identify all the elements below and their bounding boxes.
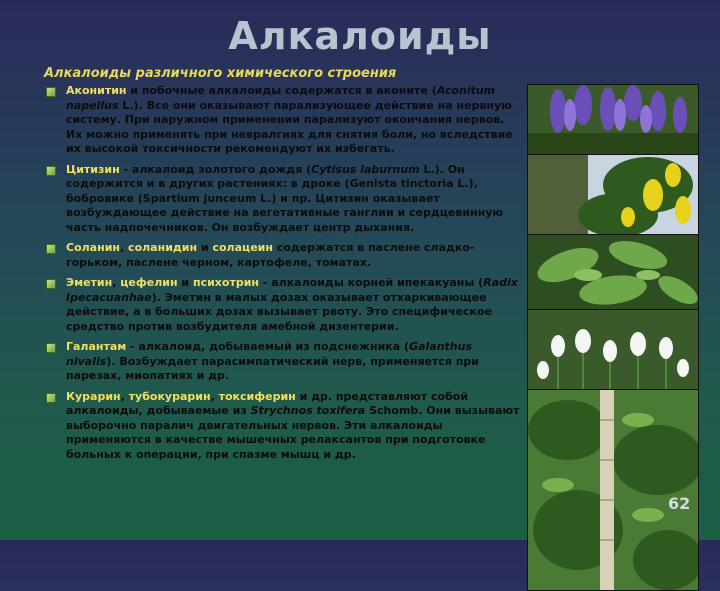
laburnum-photo — [527, 154, 699, 236]
latin-name: Cytisus laburnum — [311, 162, 420, 176]
subtitle: Алкалоиды различного химического строения — [44, 66, 397, 81]
separator: и — [197, 241, 213, 254]
item-text: ). Возбуждает парасимпатический нерв, применяется при парезах, миопатиях и др. — [66, 354, 479, 382]
separator: , — [120, 241, 129, 254]
item-text: - алкалоид, добываемый из подснежника ( — [126, 340, 410, 353]
separator: , — [210, 389, 219, 403]
highlight-term: соланидин — [128, 241, 198, 254]
separator: и — [177, 276, 193, 289]
highlight-term: Галантам — [66, 340, 127, 353]
list-item — [44, 340, 524, 384]
item-text: ). Эметин в малых дозах оказывает отхаркивающее действие, а в больших дозах вызывает рвоту. Это специфическое средство против возбудителя амебной дизентерии. — [66, 290, 493, 333]
list-item — [44, 241, 524, 270]
highlight-term: токсиферин — [218, 389, 296, 403]
list-item — [44, 276, 524, 334]
item-text: содержатся в паслене сладко-горьком, паслене черном, картофеле, томатах. — [66, 241, 475, 269]
strychnos-photo — [527, 389, 699, 591]
item-text: L.). Все они оказывают парализующее действие на нервную систему. При наружном применении парализуют окончания нервов. Их можно применять при невралгиях для снятия боли, но вследствие их высокой токсичности рекомендуют их избегать. — [66, 98, 513, 155]
snowdrop-photo — [527, 309, 699, 391]
page-number: 62 — [668, 494, 691, 513]
highlight-term: цефелин — [120, 276, 178, 289]
item-text: - алкалоид золотого дождя ( — [119, 162, 312, 176]
photo-column — [527, 84, 697, 534]
aconite-photo — [527, 84, 699, 156]
latin-name: Galanthus nivalis — [66, 340, 473, 368]
page-title: Алкалоиды — [228, 14, 492, 58]
item-text: L.). Он содержится и в других растениях: в дроке (Genista tinctoria L.), бобровике (Spartium junceum L.) и пр. Цитизин оказывает возбуждающее действие на вегетативные ганглии и сердцевинную часть надпочечников. Он возбуждает центр дыхания. — [66, 162, 504, 234]
bullet-icon — [46, 393, 56, 403]
list-item — [44, 163, 524, 236]
bullet-icon — [46, 244, 56, 254]
list-item — [44, 390, 524, 463]
item-text: Schomb. Они вызывают выборочно паралич двигательных нервов. Эти алкалоиды применяются в качестве мышечных релаксантов при подготовке больных к операции, при спазме мышц и др. — [66, 404, 520, 461]
bullet-icon — [46, 166, 56, 176]
bullet-icon — [46, 87, 56, 97]
item-list — [44, 84, 524, 468]
separator: , — [112, 276, 121, 289]
latin-name: Strychnos toxifera — [250, 404, 366, 417]
item-text: и др. представляют собой алкалоиды, добываемые из — [66, 389, 469, 417]
latin-name: Radix Ipecacuanhae — [66, 276, 518, 304]
highlight-term: Цитизин — [66, 162, 120, 176]
nightshade-photo — [527, 234, 699, 311]
highlight-term: психотрин — [192, 276, 260, 289]
item-text: - алкалоиды корней ипекакуаны ( — [259, 276, 484, 289]
bullet-icon — [46, 279, 56, 289]
bullet-icon — [46, 343, 56, 353]
latin-name: Aconitum napellus — [66, 84, 496, 112]
separator: , — [120, 389, 129, 403]
highlight-term: Курарин — [66, 389, 121, 403]
highlight-term: Аконитин — [66, 84, 127, 97]
highlight-term: солацеин — [212, 241, 273, 254]
list-item — [44, 84, 524, 157]
item-text: и побочные алкалоиды содержатся в аконите ( — [126, 84, 437, 97]
highlight-term: Соланин — [66, 241, 121, 254]
highlight-term: тубокурарин — [128, 389, 211, 403]
highlight-term: Эметин — [66, 276, 113, 289]
